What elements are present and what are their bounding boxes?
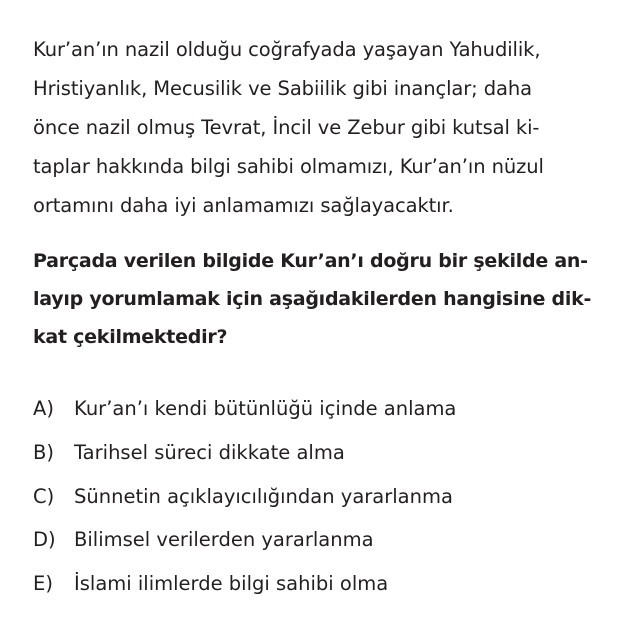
option-c[interactable] <box>33 475 593 519</box>
question-stem <box>33 242 593 356</box>
option-text: Bilimsel verilerden yararlanma <box>74 528 374 552</box>
option-letter: D) <box>33 528 56 552</box>
passage-line: ortamını daha iyi anlamamızı sağlayacaktır. <box>33 194 454 217</box>
option-text: Tarihsel süreci dikkate alma <box>74 440 345 464</box>
option-letter: E) <box>33 572 53 596</box>
passage-line: önce nazil olmuş Tevrat, İncil ve Zebur gibi kutsal ki- <box>33 116 540 139</box>
option-letter: C) <box>33 484 55 508</box>
option-e[interactable] <box>33 562 593 606</box>
question-line: layıp yorumlamak için aşağıdakilerden hangisine dik- <box>33 288 592 310</box>
question-line: Parçada verilen bilgide Kur’an’ı doğru bir şekilde an- <box>33 250 588 272</box>
passage-line: Hristiyanlık, Mecusilik ve Sabiilik gibi inançlar; daha <box>33 77 532 100</box>
option-letter: A) <box>33 397 54 420</box>
option-a[interactable] <box>33 387 593 431</box>
option-letter: B) <box>33 440 54 464</box>
answer-options <box>33 387 593 606</box>
passage-line: taplar hakkında bilgi sahibi olmamızı, Kur’an’ın nüzul <box>33 155 544 178</box>
option-text: Kur’an’ı kendi bütünlüğü içinde anlama <box>74 397 457 420</box>
option-d[interactable] <box>33 518 593 562</box>
passage-text <box>33 30 593 225</box>
passage-line: Kur’an’ın nazil olduğu coğrafyada yaşayan Yahudilik, <box>33 38 541 61</box>
option-b[interactable] <box>33 431 593 475</box>
option-text: Sünnetin açıklayıcılığından yararlanma <box>74 484 453 508</box>
option-text: İslami ilimlerde bilgi sahibi olma <box>74 572 389 596</box>
question-line: kat çekilmektedir? <box>33 326 228 348</box>
